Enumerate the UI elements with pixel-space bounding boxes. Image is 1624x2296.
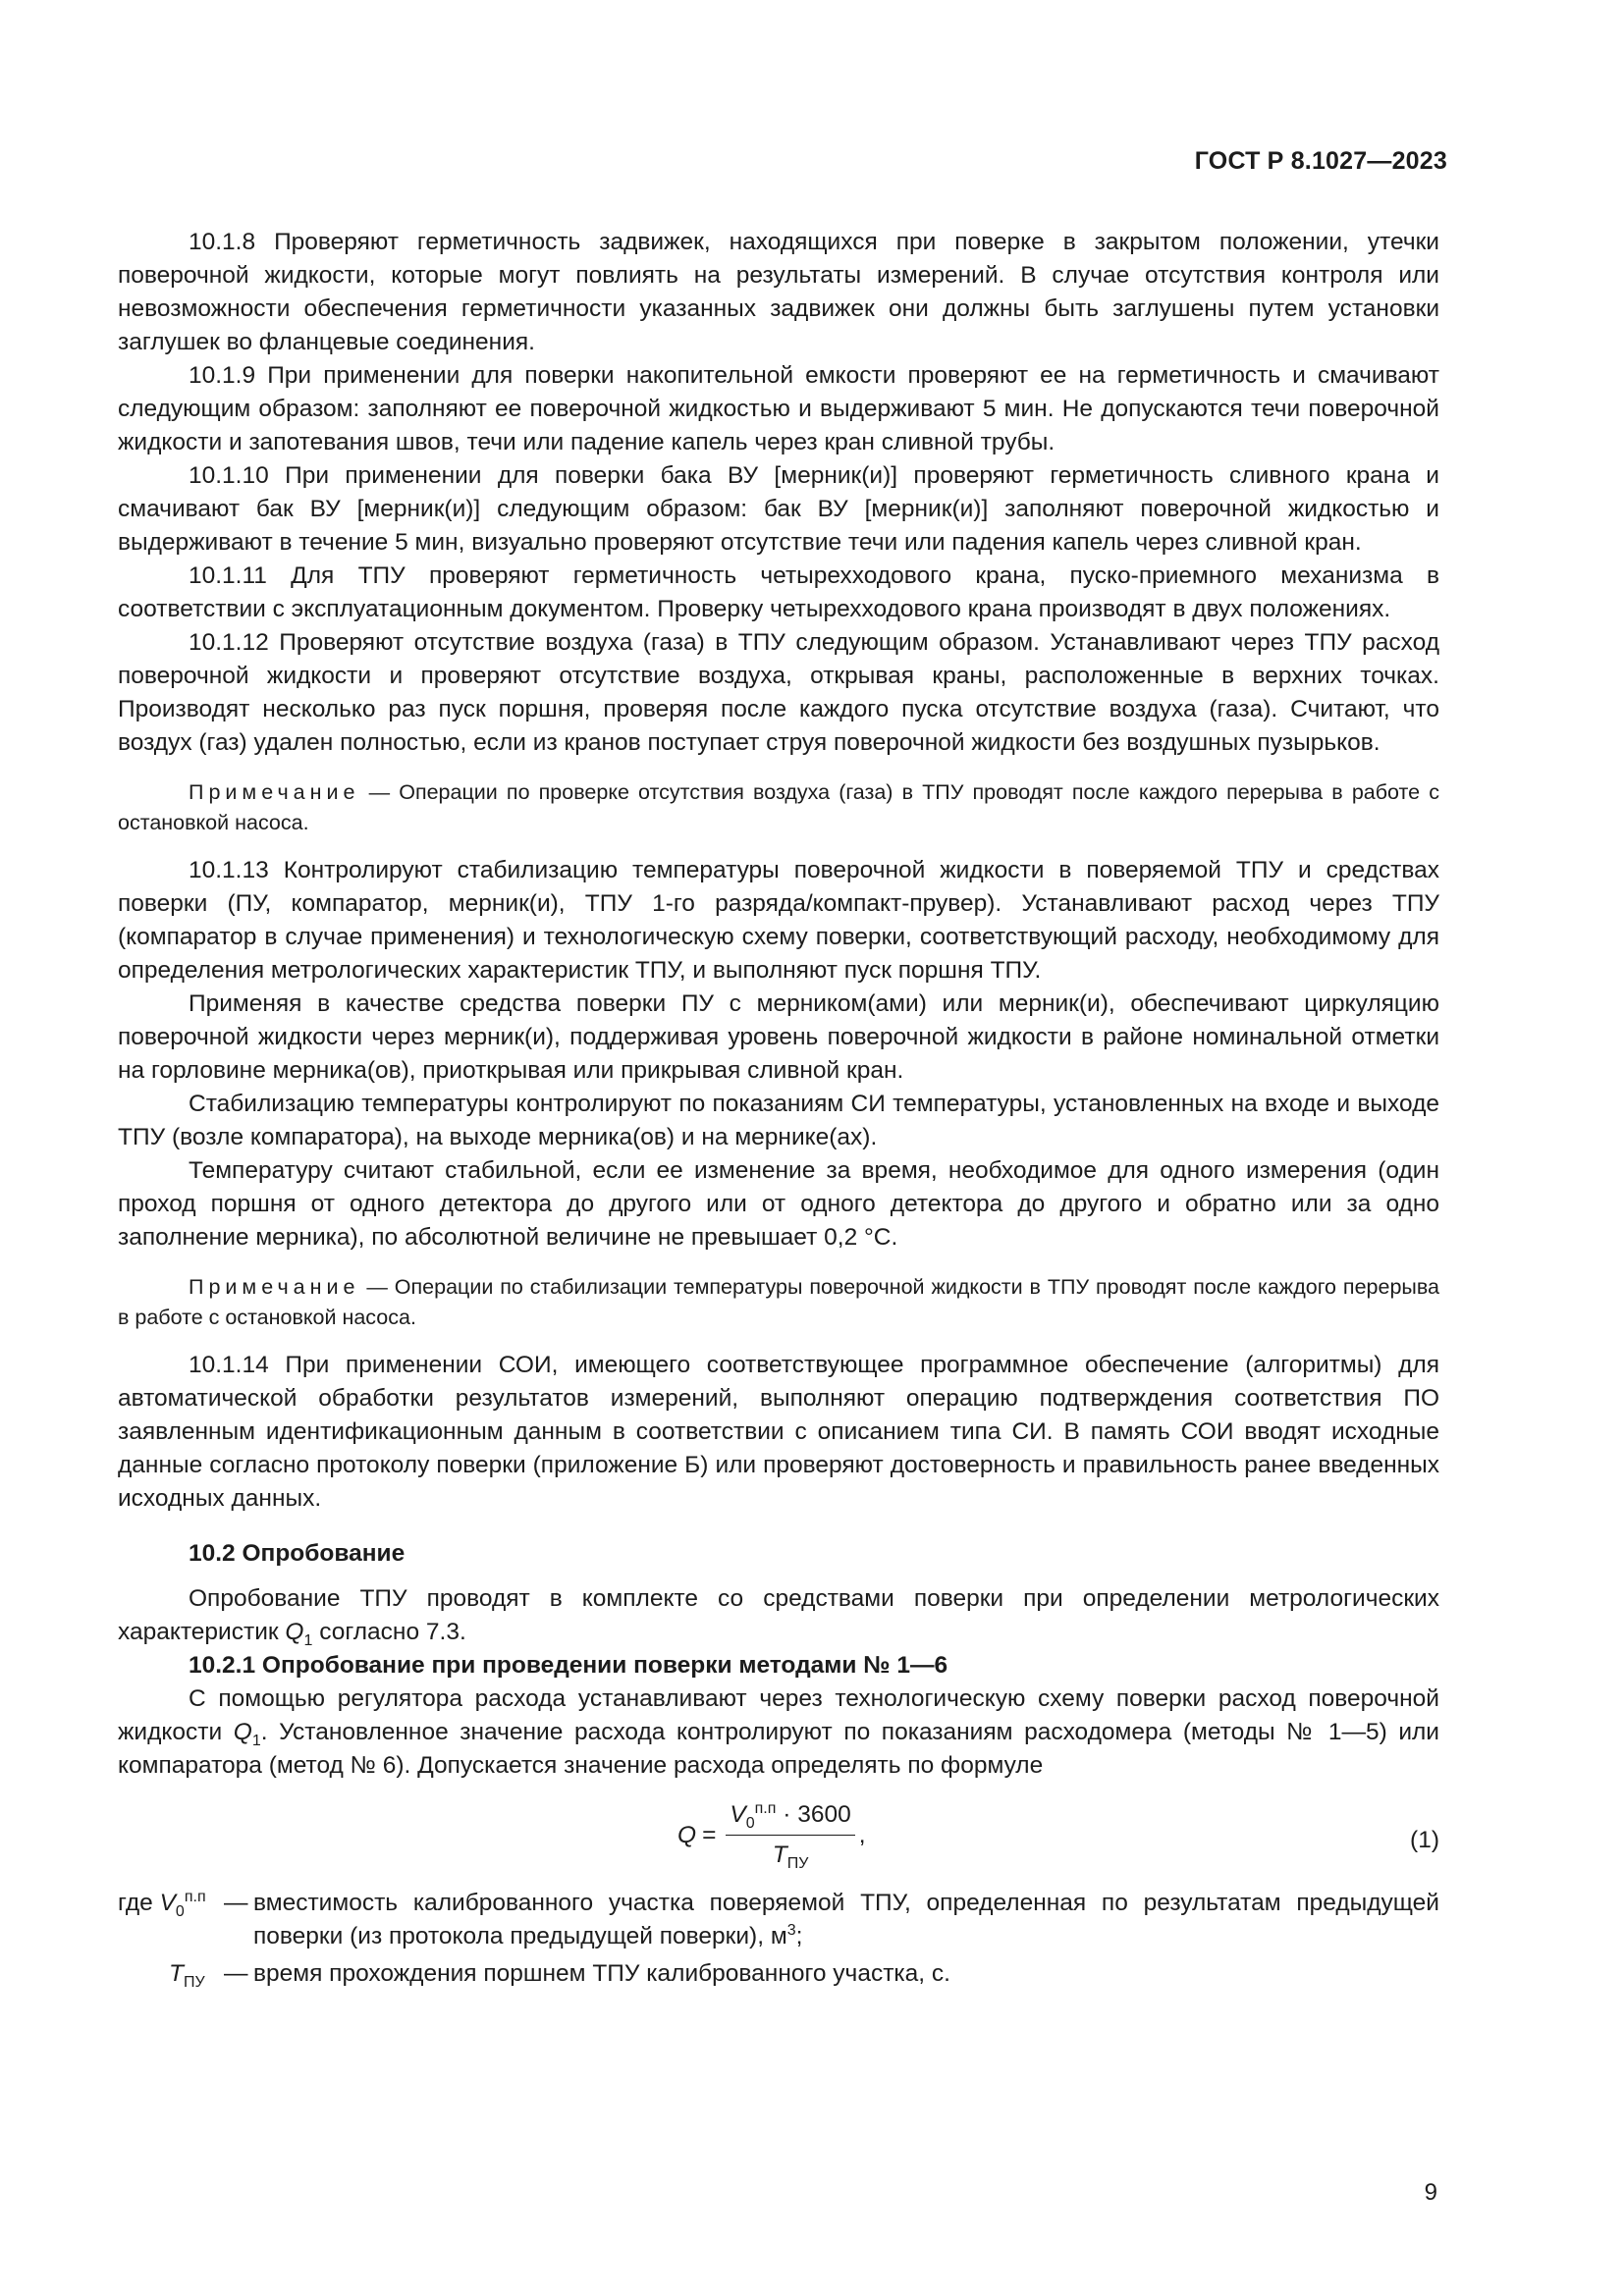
document-header: ГОСТ Р 8.1027—2023 — [1194, 147, 1447, 175]
paragraph-10-1-13: 10.1.13 Контролируют стабилизацию температуры поверочной жидкости в поверяемой ТПУ и средствах поверки (ПУ, компаратор, мерник(и), ТПУ 1-го разряда/компакт-прувер). Устанавливают расход через ТПУ (компаратор в случае применения) и технологическую схему поверки, соответствующий расходу, необходимому для определения метрологических характеристик ТПУ, и выполняют пуск поршня ТПУ. — [118, 857, 1439, 984]
q-symbol: Q — [285, 1619, 304, 1645]
page-number: 9 — [1424, 2179, 1437, 2206]
note-label: Примечание — [189, 780, 360, 804]
note-2 — [118, 1272, 1439, 1333]
paragraph-10-1-14: 10.1.14 При применении СОИ, имеющего соответствующее программное обеспечение (алгоритмы) для автоматической обработки результатов измерений, выполняют операцию подтверждения соответствия ПО заявленным идентификационным данным в соответствии с описанием типа СИ. В память СОИ вводят исходные данные согласно протоколу поверки (приложение Б) или проверяют достоверность и правильность ранее введенных исходных данных. — [118, 1352, 1439, 1512]
formula-legend — [118, 1887, 1439, 1991]
paragraph-stabilization: Стабилизацию температуры контролируют по показаниям СИ температуры, установленных на входе и выходе ТПУ (возле компаратора), на выходе мерника(ов) и на мернике(ах). — [118, 1091, 1439, 1150]
formula-fraction — [726, 1798, 854, 1872]
paragraph-10-1-8: 10.1.8 Проверяют герметичность задвижек, находящихся при поверке в закрытом положении, утечки поверочной жидкости, которые могут повлиять на результаты измерений. В случае отсутствия контроля или невозможности обеспечения герметичности указанных задвижек они должны быть заглушены путем установки заглушек во фланцевые соединения. — [118, 229, 1439, 355]
equation-number: (1) — [1410, 1827, 1439, 1853]
paragraph-10-1-9: 10.1.9 При применении для поверки накопительной емкости проверяют ее на герметичность и смачивают следующим образом: заполняют ее поверочной жидкостью и выдерживают 5 мин. Не допускаются течи поверочной жидкости и запотевания швов, течи или падение капель через кран сливной трубы. — [118, 362, 1439, 455]
note-1 — [118, 777, 1439, 838]
legend-row-v: где $V_0^{п.п}$ — вместимость калиброванного участка поверяемой ТПУ, определенная по результатам предыдущей поверки (из протокола предыдущей поверки), $м^3$; — [118, 1888, 1439, 1949]
formula-numerator: $V_0^{п.п} \cdot 3600$ — [726, 1798, 854, 1836]
section-heading-10-2: 10.2 Опробование — [189, 1540, 406, 1567]
q-symbol: Q — [233, 1719, 252, 1745]
paragraph-10-2-1: С помощью регулятора расхода устанавливают через технологическую схему поверки расход поверочной жидкости $Q_1$. Установленное значение расхода контролируют по показаниям расходомера (методы № 1—5) или компаратора (метод № 6). Допускается значение расхода определять по формуле — [118, 1685, 1439, 1779]
formula-1 — [118, 1796, 1439, 1879]
paragraph-10-1-10: 10.1.10 При применении для поверки бака ВУ [мерник(и)] проверяют герметичность сливного крана и смачивают бак ВУ [мерник(и)] следующим образом: бак ВУ [мерник(и)] заполняют поверочной жидкостью и выдерживают в течение 5 мин, визуально проверяют отсутствие течи или падения капель через сливной кран. — [118, 462, 1439, 556]
paragraph-stable-temperature: Температуру считают стабильной, если ее изменение за время, необходимое для одного измерения (один проход поршня от одного детектора до другого или от одного детектора до другого и обратно или за одно заполнение мерника), по абсолютной величине не превышает 0,2 °С. — [118, 1157, 1439, 1251]
note-2-text: — Операции по стабилизации температуры поверочной жидкости в ТПУ проводят после каждого перерыва в работе с остановкой насоса. — [118, 1275, 1439, 1329]
paragraph-10-1-11: 10.1.11 Для ТПУ проверяют герметичность четырехходового крана, пуско-приемного механизма в соответствии с эксплуатационным документом. Проверку четырехходового крана производят в двух положениях. — [118, 562, 1439, 622]
note-label: Примечание — [189, 1275, 360, 1299]
formula-expression: Q = $\frac{V_0^{п.п} \cdot 3600}{T_{ПУ}}$ , — [677, 1799, 866, 1872]
formula-denominator: $T_{ПУ}$ — [772, 1842, 809, 1872]
legend-row-t: $T_{ПУ}$ — время прохождения поршнем ТПУ калиброванного участка, с. — [169, 1960, 950, 1991]
note-1-text: — Операции по проверке отсутствия воздуха (газа) в ТПУ проводят после каждого перерыва в работе с остановкой насоса. — [118, 780, 1439, 834]
paragraph-10-1-12: 10.1.12 Проверяют отсутствие воздуха (газа) в ТПУ следующим образом. Устанавливают через ТПУ расход поверочной жидкости и проверяют отсутствие воздуха, открывая краны, расположенные в верхних точках. Производят несколько раз пуск поршня, проверяя после каждого пуска отсутствие воздуха (газа). Считают, что воздух (газ) удален полностью, если из кранов поступает струя поверочной жидкости без воздушных пузырьков. — [118, 629, 1439, 756]
paragraph-10-2: Опробование ТПУ проводят в комплекте со средствами поверки при определении метрологических характеристик $Q_1$ согласно 7.3. — [118, 1585, 1439, 1649]
formula-equals: = — [702, 1821, 717, 1848]
paragraph-circulation: Применяя в качестве средства поверки ПУ с мерником(ами) или мерник(и), обеспечивают циркуляцию поверочной жидкости через мерник(и), поддерживая уровень поверочной жидкости в районе номинальной отметки на горловине мерника(ов), приоткрывая или прикрывая сливной кран. — [118, 990, 1439, 1084]
page-content — [118, 226, 1439, 1991]
section-heading-10-2-1: 10.2.1 Опробование при проведении поверки методами № 1—6 — [189, 1652, 948, 1679]
formula-lhs: Q — [677, 1821, 697, 1848]
